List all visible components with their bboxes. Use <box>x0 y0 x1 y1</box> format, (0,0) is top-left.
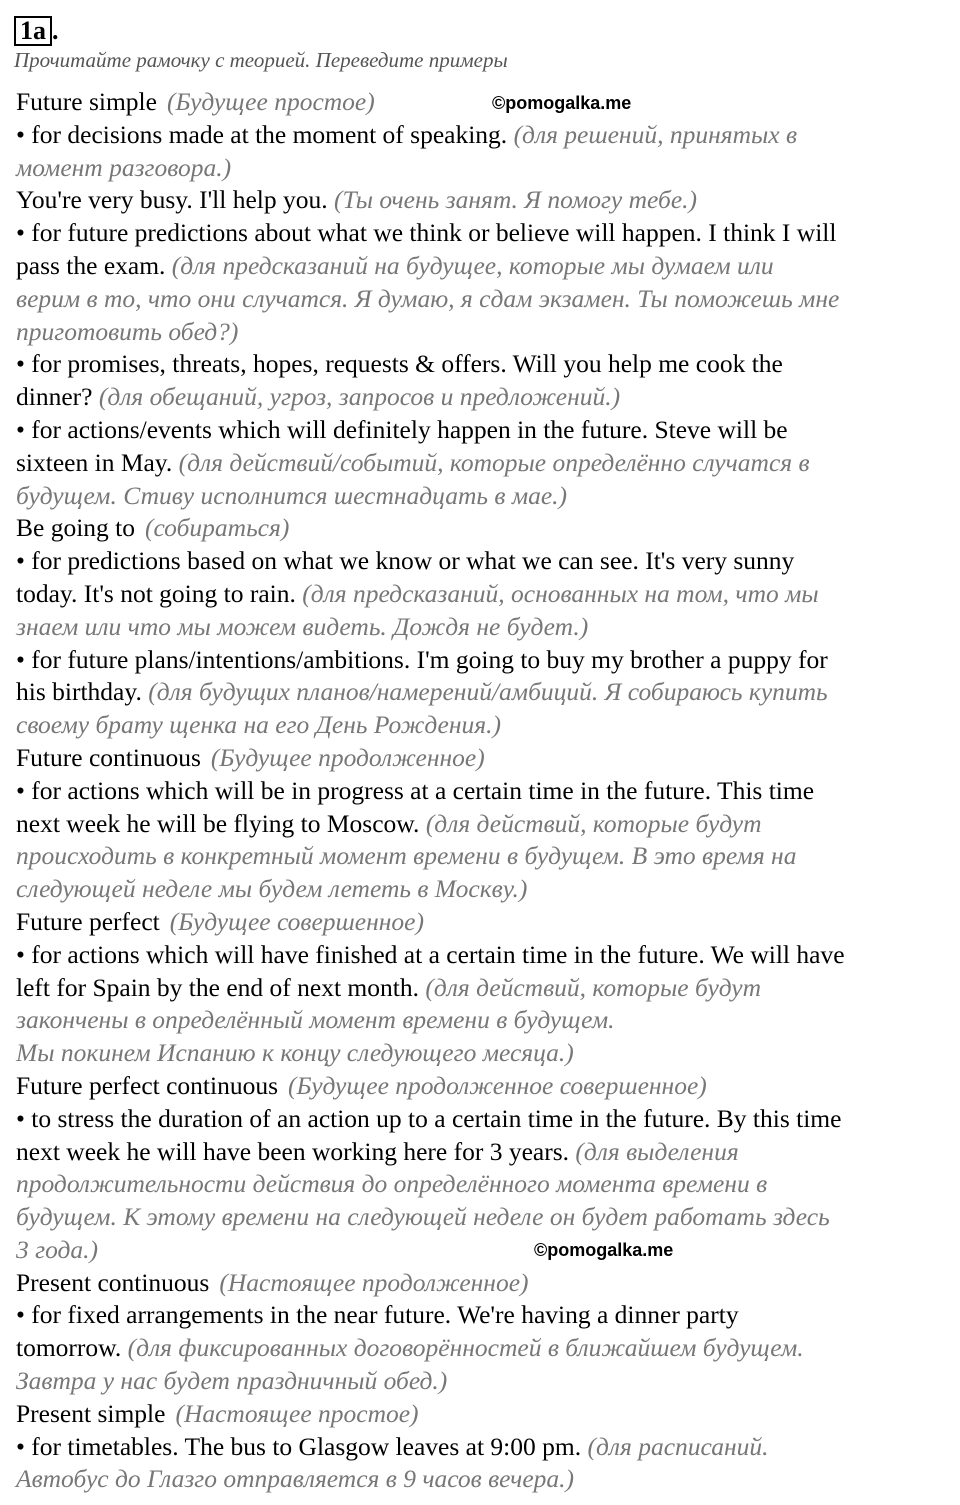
text-line <box>16 1299 951 1332</box>
text-line <box>16 1332 951 1365</box>
english-text: his birthday. <box>16 677 149 707</box>
heading-en: Present continuous <box>16 1267 210 1297</box>
russian-translation: (для действий, которые будут <box>425 808 762 838</box>
russian-translation: 3 года.) <box>16 1234 99 1264</box>
russian-translation: происходить в конкретный момент времени в будущем. В это время на <box>16 841 797 871</box>
russian-translation: верим в то, что они случатся. Я думаю, я сдам экзамен. Ты поможешь мне <box>16 283 840 313</box>
russian-translation: Завтра у нас будет праздничный обед.) <box>16 1366 448 1396</box>
russian-translation: (Ты очень занят. Я помогу тебе.) <box>334 185 698 215</box>
english-text: pass the exam. <box>16 250 172 280</box>
text-line <box>16 1234 951 1267</box>
heading-en: Future perfect continuous <box>16 1070 279 1100</box>
russian-translation: будущем. Стиву исполнится шестнадцать в мае.) <box>16 480 568 510</box>
heading-en: Future continuous <box>16 742 201 772</box>
english-text: sixteen in May. <box>16 447 179 477</box>
theory-box <box>16 86 951 1496</box>
text-line <box>16 709 951 742</box>
russian-translation: момент разговора.) <box>16 152 232 182</box>
text-line <box>16 1463 951 1496</box>
text-line <box>16 1365 951 1398</box>
instruction-text: Прочитайте рамочку с теорией. Переведите примеры <box>14 48 508 72</box>
russian-translation: знаем или что мы можем видеть. Дождя не будет.) <box>16 611 589 641</box>
russian-translation: (для предсказаний на будущее, которые мы думаем или <box>171 250 774 280</box>
russian-translation: (Будущее совершенное) <box>169 906 424 936</box>
text-line <box>16 316 951 349</box>
section-heading <box>16 742 951 775</box>
exercise-number: 1a <box>14 16 52 46</box>
text-line <box>16 775 951 808</box>
russian-translation: (для расписаний. <box>587 1431 769 1461</box>
russian-translation: (для будущих планов/намерений/амбиций. Я собираюсь купить <box>148 677 828 707</box>
english-text: dinner? <box>16 382 99 412</box>
russian-translation: (для обещаний, угроз, запросов и предложений.) <box>98 382 621 412</box>
russian-translation: (для предсказаний, основанных на том, что мы <box>302 578 819 608</box>
russian-translation: Автобус до Глазго отправляется в 9 часов вечера.) <box>16 1464 575 1494</box>
english-text: You're very busy. I'll help you. <box>16 185 335 215</box>
text-line <box>16 480 951 513</box>
russian-translation: своему брату щенка на его День Рождения.) <box>16 710 501 740</box>
text-line <box>16 381 951 414</box>
russian-translation: Мы покинем Испанию к концу следующего месяца.) <box>16 1038 574 1068</box>
heading-en: Future simple <box>16 87 157 116</box>
section-heading <box>16 1398 951 1431</box>
text-line <box>16 1136 951 1169</box>
english-text: next week he will have been working here for 3 years. <box>16 1136 576 1166</box>
english-text: • for actions which will be in progress at a certain time in the future. This time <box>16 775 815 805</box>
exercise-punct: . <box>52 16 59 45</box>
heading-en: Future perfect <box>16 906 160 936</box>
english-text: • for timetables. The bus to Glasgow leaves at 9:00 pm. <box>16 1431 588 1461</box>
section-heading <box>16 512 951 545</box>
text-line <box>16 1103 951 1136</box>
section-heading <box>16 1070 951 1103</box>
text-line <box>16 644 951 677</box>
section-heading <box>16 906 951 939</box>
section-heading <box>16 1267 951 1300</box>
russian-translation: (Настоящее простое) <box>175 1398 419 1428</box>
text-line <box>16 840 951 873</box>
text-line <box>16 217 951 250</box>
russian-translation: (для фиксированных договорённостей в ближайшем будущем. <box>127 1333 804 1363</box>
text-line <box>16 578 951 611</box>
russian-translation: следующей неделе мы будем лететь в Москву.) <box>16 874 528 904</box>
english-text: • to stress the duration of an action up to a certain time in the future. By this time <box>16 1103 842 1133</box>
text-line <box>16 545 951 578</box>
section-heading <box>16 86 951 119</box>
text-line <box>16 1004 951 1037</box>
english-text: • for future plans/intentions/ambitions. I'm going to buy my brother a puppy for <box>16 644 828 674</box>
heading-en: Be going to <box>16 513 135 543</box>
english-text: • for fixed arrangements in the near future. We're having a dinner party <box>16 1300 739 1330</box>
watermark-top: ©pomogalka.me <box>492 93 632 113</box>
text-line <box>16 808 951 841</box>
russian-translation: закончены в определённый момент времени в будущем. <box>16 1005 615 1035</box>
russian-translation: (Будущее простое) <box>166 87 375 116</box>
russian-translation: (собираться) <box>145 513 290 543</box>
text-line <box>16 972 951 1005</box>
english-text: • for actions which will have finished at a certain time in the future. We will have <box>16 939 845 969</box>
english-text: tomorrow. <box>16 1333 128 1363</box>
english-text: left for Spain by the end of next month. <box>16 972 426 1002</box>
russian-translation: (для выделения <box>575 1136 739 1166</box>
text-line <box>16 939 951 972</box>
russian-translation: (Настоящее продолженное) <box>219 1267 529 1297</box>
russian-translation: приготовить обед?) <box>16 316 239 346</box>
text-line <box>16 1431 951 1464</box>
text-line <box>16 119 951 152</box>
russian-translation: (для действий, которые будут <box>425 972 762 1002</box>
english-text: today. It's not going to rain. <box>16 578 303 608</box>
text-line <box>16 184 951 217</box>
english-text: • for promises, threats, hopes, requests & offers. Will you help me cook the <box>16 349 783 379</box>
exercise-label <box>14 16 59 46</box>
text-line <box>16 1037 951 1070</box>
russian-translation: (для решений, принятых в <box>513 119 798 149</box>
text-line <box>16 611 951 644</box>
text-line <box>16 1201 951 1234</box>
text-line <box>16 250 951 283</box>
text-line <box>16 152 951 185</box>
russian-translation: (для действий/событий, которые определённо случатся в <box>178 447 810 477</box>
heading-en: Present simple <box>16 1398 166 1428</box>
russian-translation: продолжительности действия до определённого момента времени в <box>16 1169 768 1199</box>
text-line <box>16 348 951 381</box>
english-text: next week he will be flying to Moscow. <box>16 808 426 838</box>
text-line <box>16 873 951 906</box>
russian-translation: (Будущее продолженное) <box>210 742 485 772</box>
text-line <box>16 676 951 709</box>
watermark-bottom: ©pomogalka.me <box>534 1240 674 1260</box>
text-line <box>16 283 951 316</box>
russian-translation: будущем. К этому времени на следующей неделе он будет работать здесь <box>16 1202 830 1232</box>
text-line <box>16 414 951 447</box>
english-text: • for actions/events which will definitely happen in the future. Steve will be <box>16 414 788 444</box>
english-text: • for predictions based on what we know or what we can see. It's very sunny <box>16 546 795 576</box>
text-line <box>16 1168 951 1201</box>
russian-translation: (Будущее продолженное совершенное) <box>288 1070 707 1100</box>
text-line <box>16 447 951 480</box>
english-text: • for future predictions about what we think or believe will happen. I think I will <box>16 218 837 248</box>
english-text: • for decisions made at the moment of speaking. <box>16 119 514 149</box>
